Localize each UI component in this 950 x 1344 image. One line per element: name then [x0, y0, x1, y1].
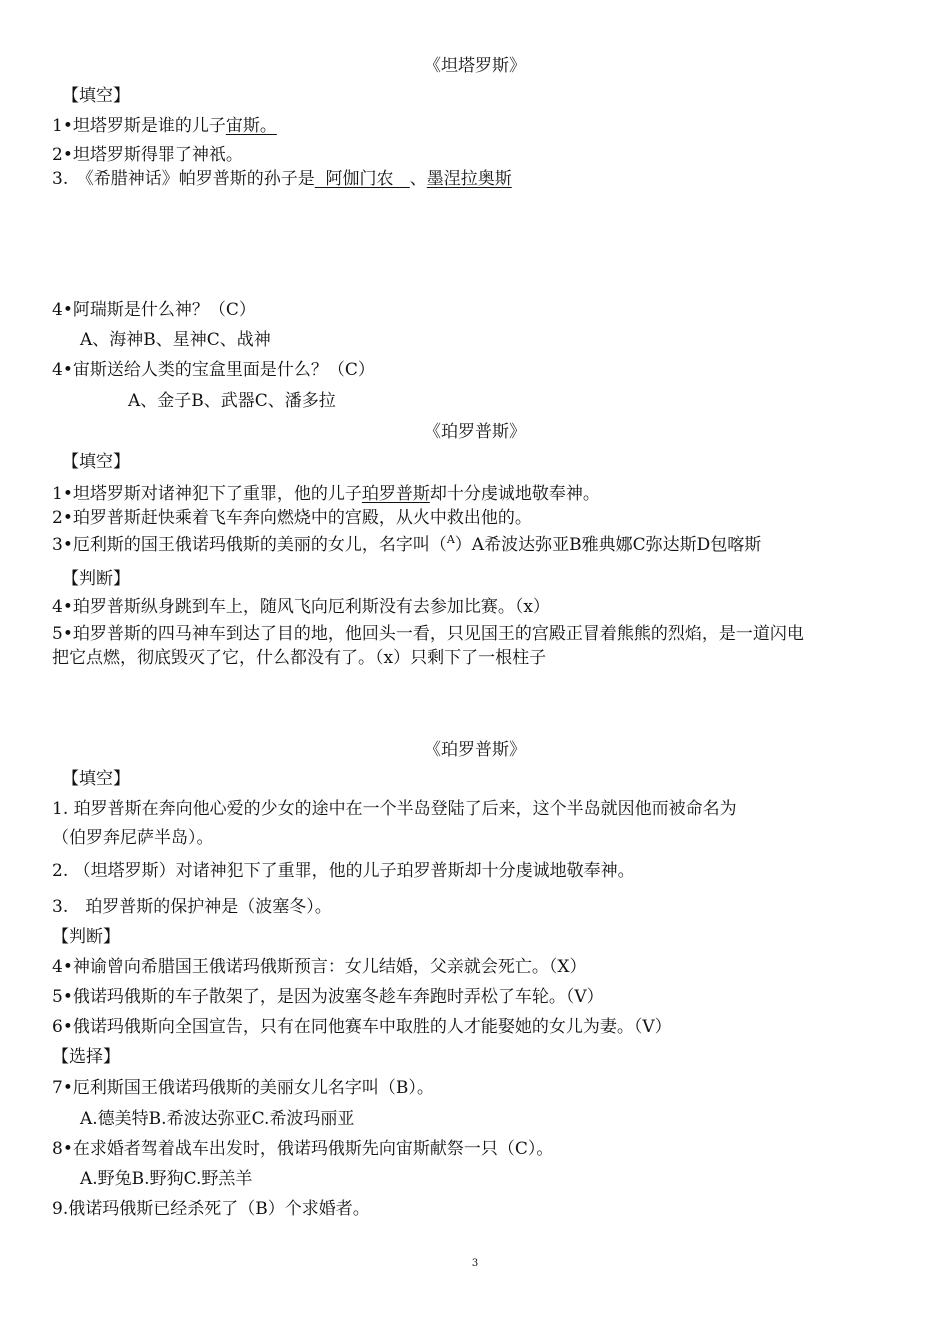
answer-text: 珀罗普斯	[361, 484, 430, 504]
question-line	[52, 114, 277, 138]
section-title-pelops: 《珀罗普斯》	[424, 422, 526, 442]
options-line: A、海神B、星神C、战神	[80, 330, 271, 350]
question-line: 6•俄诺玛俄斯向全国宣告，只有在同他赛车中取胜的人才能娶她的女儿为妻。（V）	[52, 1017, 672, 1037]
page-number: 3	[471, 1258, 479, 1269]
question-line: 4•阿瑞斯是什么神？（C）	[52, 300, 256, 320]
answer-text: 墨涅拉奥斯	[426, 169, 512, 189]
options-line: A.德美特B.希波达弥亚C.希波玛丽亚	[80, 1109, 355, 1129]
question-line: 9.俄诺玛俄斯已经杀死了（B）个求婚者。	[52, 1199, 370, 1219]
question-text: 3•厄利斯的国王俄诺玛俄斯的美丽的女儿，名字叫（	[52, 535, 447, 555]
question-line: （伯罗奔尼萨半岛）。	[52, 828, 214, 848]
question-line	[52, 533, 761, 559]
question-line: 5•珀罗普斯的四马神车到达了目的地，他回头一看，只见国王的宫殿正冒着熊熊的烈焰，是一道闪电	[52, 624, 804, 644]
question-text: 1•坦塔罗斯是谁的儿子	[52, 116, 226, 136]
question-text: 1•坦塔罗斯对诸神犯下了重罪，他的儿子	[52, 484, 362, 504]
section-title-pelops-2: 《珀罗普斯》	[424, 740, 526, 760]
options-line: A、金子B、武器C、潘多拉	[128, 391, 336, 411]
answer-text: 宙斯。	[225, 116, 277, 136]
question-line	[52, 482, 600, 506]
question-line: 把它点燃，彻底毁灭了它，什么都没有了。（x）只剩下了一根柱子	[52, 648, 547, 668]
question-line: 4•神谕曾向希腊国王俄诺玛俄斯预言：女儿结婚，父亲就会死亡。（X）	[52, 957, 587, 977]
fill-in-header: 【填空】	[62, 452, 130, 472]
question-text: 3. 《希腊神话》帕罗普斯的孙子是	[52, 169, 315, 189]
section-title-tantalus: 《坦塔罗斯》	[424, 56, 526, 76]
question-line: 2. （坦塔罗斯）对诸神犯下了重罪，他的儿子珀罗普斯却十分虔诚地敬奉神。	[52, 861, 635, 881]
question-line: 7•厄利斯国王俄诺玛俄斯的美丽女儿名字叫（B）。	[52, 1078, 434, 1098]
question-line: 3. 珀罗普斯的保护神是（波塞冬）。	[52, 897, 332, 917]
answer-text: 阿伽门农	[314, 169, 410, 189]
question-text: ）A希波达弥亚B雅典娜C弥达斯D包喀斯	[454, 535, 762, 555]
judge-header: 【判断】	[52, 927, 120, 947]
question-line: 2•珀罗普斯赶快乘着飞车奔向燃烧中的宫殿，从火中救出他的。	[52, 508, 532, 528]
question-line	[52, 167, 512, 191]
question-line: 4•宙斯送给人类的宝盒里面是什么？（C）	[52, 360, 375, 380]
fill-in-header: 【填空】	[62, 86, 130, 106]
choice-header: 【选择】	[52, 1047, 120, 1067]
fill-in-header: 【填空】	[62, 769, 130, 789]
question-line: 1. 珀罗普斯在奔向他心爱的少女的途中在一个半岛登陆了后来，这个半岛就因他而被命名为	[52, 799, 737, 819]
question-line: 8•在求婚者驾着战车出发时，俄诺玛俄斯先向宙斯献祭一只（C）。	[52, 1139, 554, 1159]
question-line: 5•俄诺玛俄斯的车子散架了，是因为波塞冬趁车奔跑时弄松了车轮。（V）	[52, 987, 604, 1007]
answer-text: A	[446, 533, 455, 546]
question-line: 4•珀罗普斯纵身跳到车上，随风飞向厄利斯没有去参加比赛。（x）	[52, 597, 550, 617]
separator-text: 、	[409, 169, 427, 189]
question-text: 却十分虔诚地敬奉神。	[429, 484, 600, 504]
judge-header: 【判断】	[62, 569, 130, 589]
question-line: 2•坦塔罗斯得罪了神祇。	[52, 145, 243, 165]
options-line: A.野兔B.野狗C.野羔羊	[80, 1169, 253, 1189]
